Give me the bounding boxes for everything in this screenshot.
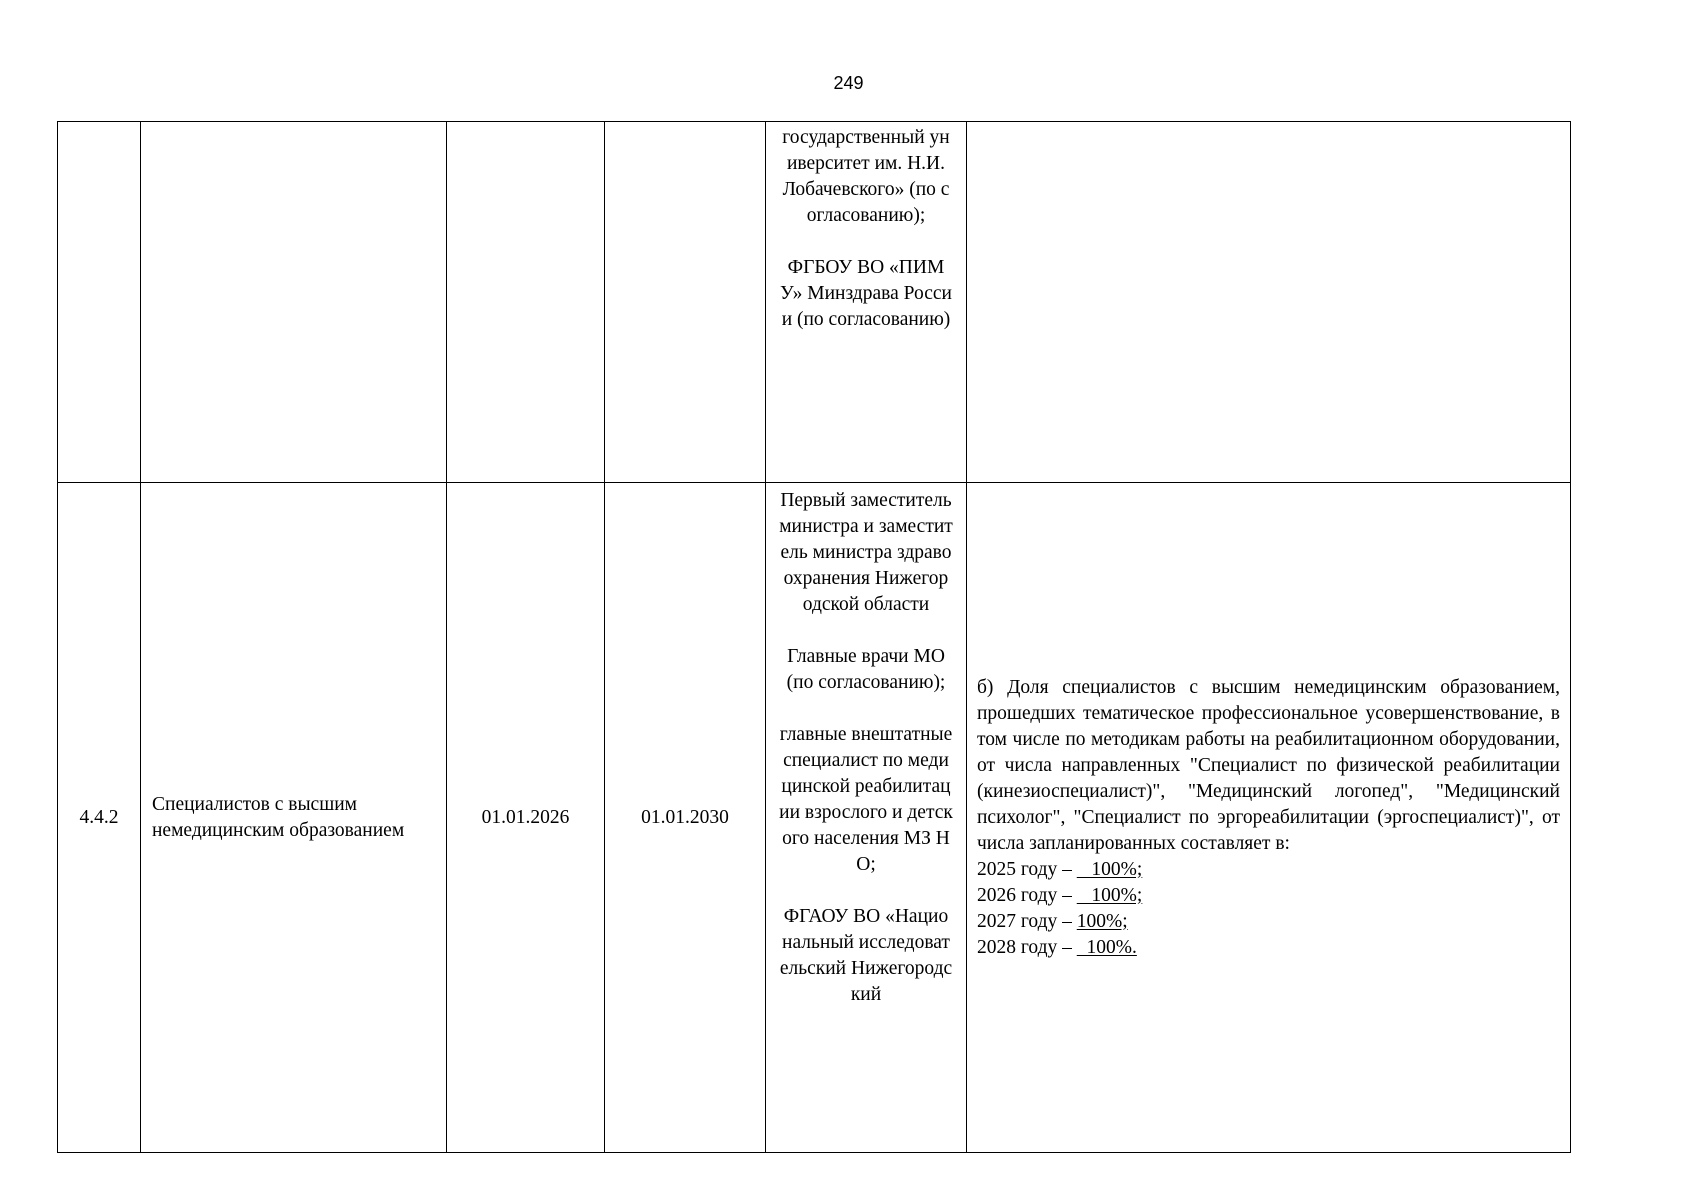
cell-end-date: 01.01.2030 — [605, 483, 766, 1153]
year-label: 2025 году – — [977, 858, 1072, 880]
year-target-2027 — [977, 909, 1560, 935]
cell-indicator — [967, 483, 1571, 1153]
measures-table — [57, 121, 1571, 1153]
responsible-text: Первый заместитель министра и заместитель министра здравоохранения Нижегородской области Главные врачи МО (по согласованию); главные внештатные специалист по медицинской реабилитации взрослого и детского населения МЗ НО; ФГАОУ ВО «Национальный исследовательский Нижегородский — [779, 490, 953, 1005]
year-value: 100%. — [1076, 936, 1137, 958]
year-target-2028 — [977, 935, 1560, 961]
table-row-4-4-2 — [58, 483, 1571, 1153]
cell-number — [58, 122, 141, 483]
year-target-2026 — [977, 883, 1560, 909]
year-label: 2026 году – — [977, 884, 1072, 906]
page-number: 249 — [833, 73, 864, 93]
responsible-text: государственный университет им. Н.И. Лобачевского» (по согласованию); ФГБОУ ВО «ПИМУ» Минздрава России (по согласованию) — [780, 127, 952, 330]
table-row-continued — [58, 122, 1571, 483]
year-value: 100%; — [1076, 858, 1143, 880]
cell-start-date: 01.01.2026 — [447, 483, 605, 1153]
cell-start-date — [447, 122, 605, 483]
cell-end-date — [605, 122, 766, 483]
year-target-2025 — [977, 857, 1560, 883]
year-label: 2027 году – — [977, 910, 1072, 932]
cell-responsible — [766, 122, 967, 483]
year-label: 2028 году – — [977, 936, 1072, 958]
cell-measure-name: Специалистов с высшим немедицинским образованием — [141, 483, 447, 1153]
cell-number: 4.4.2 — [58, 483, 141, 1153]
cell-indicator — [967, 122, 1571, 483]
cell-responsible — [766, 483, 967, 1153]
cell-measure-name — [141, 122, 447, 483]
year-value: 100%; — [1076, 884, 1143, 906]
year-value: 100%; — [1076, 910, 1128, 932]
indicator-text: б) Доля специалистов с высшим немедицинским образованием, прошедших тематическое профессиональное усовершенствование, в том числе по методикам работы на реабилитационном оборудовании, от числа направленных "Специалист по физической реабилитации (кинезиоспециалист)", "Медицинский логопед", "Медицинский психолог", "Специалист по эргореабилитации (эргоспециалист)", от числа запланированных составляет в: — [977, 676, 1560, 854]
